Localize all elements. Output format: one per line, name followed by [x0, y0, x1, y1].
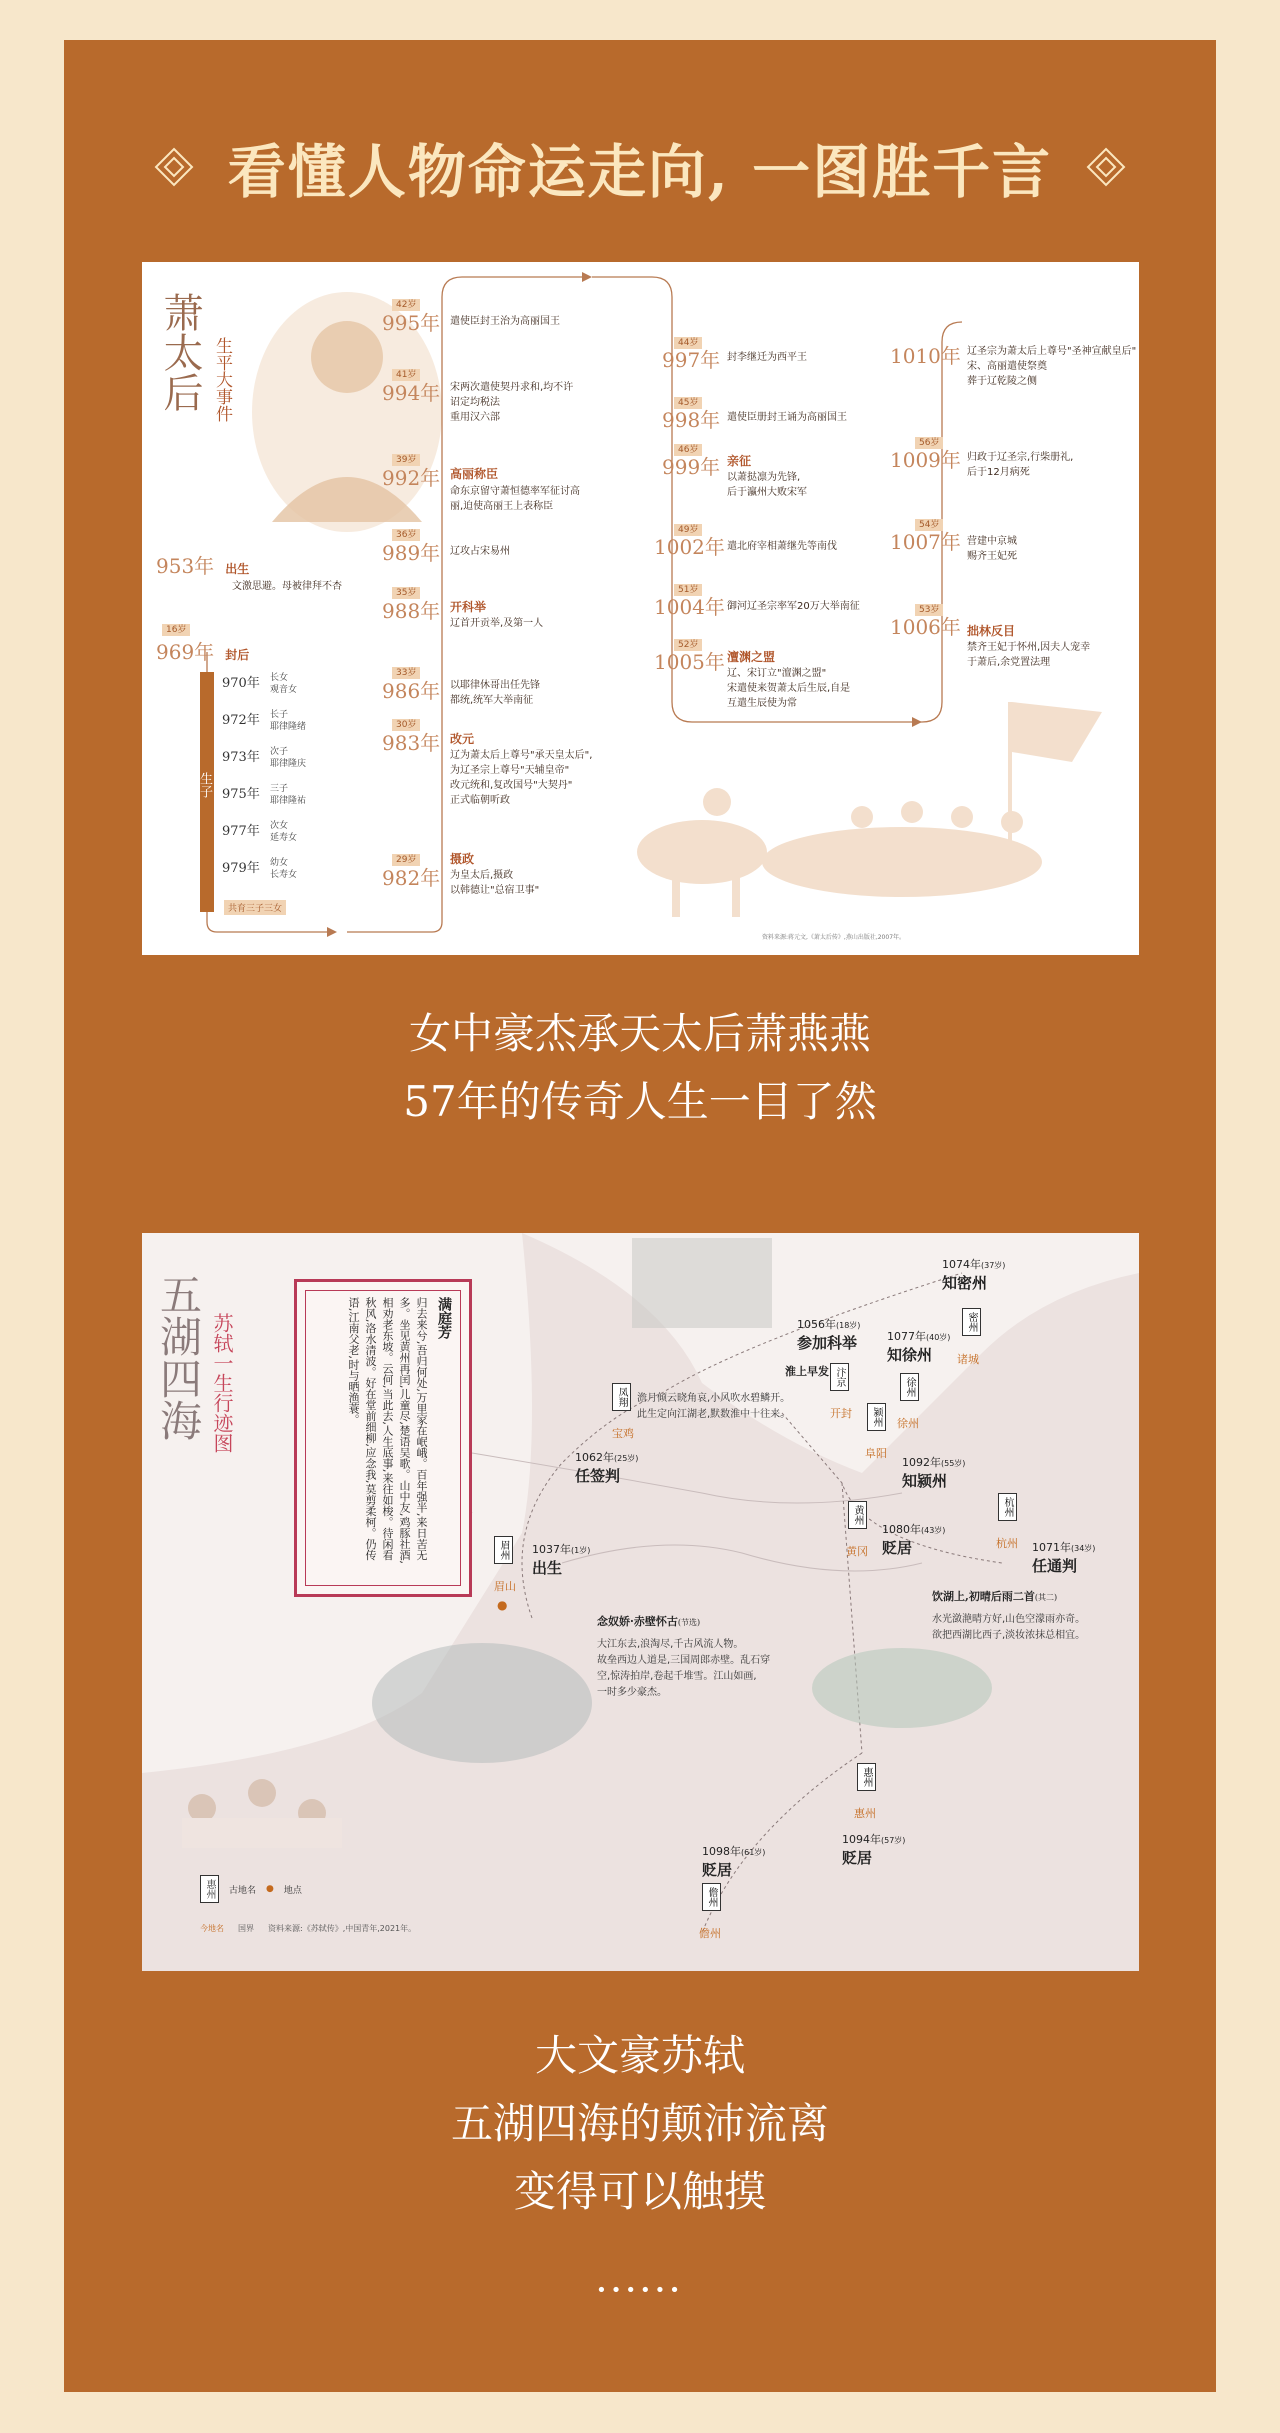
map-event-1092 [902, 1451, 965, 1491]
event-label: 知密州 [942, 1274, 988, 1292]
poem-title: 饮湖上,初晴后雨二首 [932, 1590, 1035, 1603]
child-row [222, 672, 362, 709]
event-age: 33岁 [392, 667, 420, 679]
event-age: (40岁) [926, 1333, 951, 1342]
timeline-subtitle: 生平大事件 [212, 337, 232, 422]
map-event-1074 [942, 1253, 1005, 1293]
event-year: 1098年 [702, 1845, 741, 1858]
event-age: (43岁) [921, 1526, 946, 1535]
event-age: (25岁) [614, 1454, 639, 1463]
event-year: 1037年 [532, 1543, 571, 1556]
event-year: 969年 [156, 640, 215, 664]
city-name: 阜阳 [865, 1447, 887, 1460]
event-text: 遣北府宰相萧继先等南伐 [727, 541, 837, 552]
timeline-card [142, 262, 1139, 955]
caption-2-line-3: 变得可以触摸 [513, 2167, 766, 2216]
poem-text: 水光潋滟晴方好,山色空濛雨亦奇。 欲把西湖比西子,淡妆浓抹总相宜。 [932, 1614, 1086, 1641]
event-title: 亲征 [727, 454, 752, 468]
child-row [222, 783, 362, 820]
map-title-small: 苏轼一生行迹图 [210, 1313, 234, 1453]
caption-2-line-2: 五湖四海的颠沛流离 [450, 2099, 829, 2148]
poem-title: 淮上早发 [785, 1365, 829, 1378]
event-year: 1007年 [890, 530, 961, 554]
child-note: 次子 耶律隆庆 [270, 747, 307, 769]
event-age: (61岁) [741, 1848, 766, 1857]
poem-note: (节选) [677, 1618, 701, 1627]
city-box: 儋州 [702, 1883, 721, 1911]
child-year: 973年 [222, 750, 260, 765]
event-text: 遣使臣封王治为高丽国王 [450, 316, 560, 327]
map-legend [200, 1875, 302, 1903]
poem-note: (其二) [1034, 1593, 1058, 1602]
event-label: 知徐州 [887, 1346, 933, 1364]
map-event-1077 [887, 1325, 950, 1365]
poem-text: 大江东去,浪淘尽,千古风流人物。 故垒西边人道是,三国周郎赤壁。乱石穿 空,惊涛拍岸,卷起千堆雪。江山如画, 一时多少豪杰。 [597, 1639, 771, 1698]
event-age: 35岁 [392, 587, 420, 599]
event-age: 39岁 [392, 454, 420, 466]
event-text: 命东京留守萧恒德率军征讨高 丽,迫使高丽王上表称臣 [450, 486, 580, 512]
poem-text: 归去来兮,吾归何处,万里家在岷峨。百年强半,来日苦无多。坐见黄州再闰,儿童尽,楚语吴歌。山中友,鸡豚社酒,相劝老东坡。云何,当此去,人生底事,来往如梭。待闲看秋风,洛水清波。好在堂前细柳,应念我,莫剪柔柯。仍传语,江南父老,时与晒渔蓑。 [347, 1297, 428, 1564]
city-name: 杭州 [996, 1537, 1018, 1550]
poem-frame [294, 1279, 472, 1597]
event-age: 54岁 [915, 519, 943, 531]
event-enthrone [162, 617, 190, 636]
event-text: 御河辽圣宗率军20万大举南征 [727, 601, 860, 612]
event-year: 1080年 [882, 1523, 921, 1536]
event-age: 29岁 [392, 854, 420, 866]
event-year: 1010年 [890, 344, 961, 368]
map-poem-3 [932, 1588, 1137, 1644]
legend-pin-label: 地点 [283, 1885, 302, 1896]
caption-2 [64, 2022, 1216, 2226]
city-box: 惠州 [857, 1763, 876, 1791]
event-label: 出生 [532, 1559, 563, 1577]
child-year: 979年 [222, 861, 260, 876]
diamond-ornament-right-icon [1084, 145, 1128, 189]
event-age: (57岁) [881, 1836, 906, 1845]
event-year: 1071年 [1032, 1541, 1071, 1554]
event-age: 41岁 [392, 369, 420, 381]
city-box: 凤翔 [612, 1383, 631, 1411]
event-title: 开科举 [450, 600, 487, 614]
event-text: 封李继迁为西平王 [727, 352, 807, 363]
event-year: 986年 [382, 679, 441, 703]
event-label: 贬居 [702, 1861, 733, 1879]
event-text: 营建中京城 赐齐王妃死 [967, 536, 1017, 562]
event-year: 997年 [662, 348, 721, 372]
event-age: 52岁 [674, 639, 702, 651]
event-title: 澶渊之盟 [727, 650, 776, 664]
person-name: 萧太后 [157, 292, 203, 412]
event-text: 归政于辽圣宗,行柴册礼, 后于12月病死 [967, 452, 1074, 478]
event-year: 982年 [382, 866, 441, 890]
event-text: 辽圣宗为萧太后上尊号"圣神宣献皇后" 宋、高丽遣使祭奠 葬于辽乾陵之侧 [967, 346, 1137, 387]
child-note: 长女 观音女 [270, 673, 298, 695]
map-card [142, 1233, 1139, 1971]
event-text: 以耶律休哥出任先锋 都统,统军大举南征 [450, 680, 540, 706]
city-name: 诸城 [957, 1353, 979, 1366]
event-text: 禁齐王妃于怀州,因夫人宠幸 于萧后,余党置法理 [967, 642, 1091, 668]
event-year: 998年 [662, 408, 721, 432]
child-year: 970年 [222, 676, 260, 691]
map-poem-2 [597, 1613, 837, 1701]
child-note: 三子 耶律隆祐 [270, 784, 307, 806]
pager-dots: •••••• [596, 2280, 684, 2301]
event-year: 1004年 [654, 595, 725, 619]
city-name: 眉山 [494, 1580, 516, 1593]
map-event-1071 [1032, 1536, 1095, 1576]
event-age: 16岁 [162, 624, 190, 636]
event-year: 1006年 [890, 615, 961, 639]
map-event-1094 [842, 1828, 905, 1868]
event-age: 30岁 [392, 719, 420, 731]
children-label: 生子 [197, 772, 212, 798]
caption-1-line-1: 女中豪杰承天太后萧燕燕 [408, 1009, 871, 1058]
city-box: 黄州 [848, 1501, 867, 1529]
map-event-1080 [882, 1518, 945, 1558]
event-year: 1092年 [902, 1456, 941, 1469]
event-year: 995年 [382, 311, 441, 335]
city-name: 徐州 [897, 1417, 919, 1430]
children-footnote: 共育三子三女 [224, 900, 286, 915]
event-year: 989年 [382, 541, 441, 565]
timeline-source: 资料来源:蒋元文,《萧太后传》,燕山出版社,2007年。 [762, 934, 906, 941]
event-text: 辽首开贡举,及第一人 [450, 618, 544, 629]
event-text: 宋两次遣使契丹求和,均不许 诏定均税法 重用汉六部 [450, 382, 574, 423]
poem-text: 澹月倾云晓角哀,小风吹水碧鳞开。 此生定向江湖老,默数淮中十往来。 [637, 1393, 791, 1420]
event-title: 改元 [450, 732, 475, 746]
event-text: 遣使臣册封王诵为高丽国王 [727, 412, 847, 423]
poem-title: 念奴娇·赤壁怀古 [597, 1615, 678, 1628]
child-row [222, 857, 362, 894]
event-age: 56岁 [915, 437, 943, 449]
event-age: (34岁) [1071, 1544, 1096, 1553]
map-event-1037 [532, 1538, 590, 1578]
children-list [222, 672, 362, 894]
event-label: 任签判 [575, 1467, 621, 1485]
event-year: 992年 [382, 466, 441, 490]
event-label: 参加科举 [797, 1334, 858, 1352]
event-age: 46岁 [674, 444, 702, 456]
event-age: 42岁 [392, 299, 420, 311]
child-note: 幼女 长寿女 [270, 858, 298, 880]
event-age: (55岁) [941, 1459, 966, 1468]
legend-line-label: 国界 [238, 1924, 254, 1933]
legend-pin-icon: ● [266, 1884, 274, 1894]
main-panel [64, 40, 1216, 2392]
event-year: 994年 [382, 381, 441, 405]
city-box: 眉州 [494, 1536, 513, 1564]
event-age: 53岁 [915, 604, 943, 616]
event-title: 高丽称臣 [450, 467, 499, 481]
event-year: 1005年 [654, 650, 725, 674]
event-year: 1074年 [942, 1258, 981, 1271]
diamond-ornament-left-icon [152, 145, 196, 189]
event-title: 摄政 [450, 852, 475, 866]
event-age: 45岁 [674, 397, 702, 409]
event-age: 44岁 [674, 337, 702, 349]
city-name: 黄冈 [846, 1545, 868, 1558]
event-label: 贬居 [842, 1849, 873, 1867]
child-note: 长子 耶律隆绪 [270, 710, 307, 732]
event-text: 为皇太后,摄政 以韩德让"总宿卫事" [450, 870, 540, 896]
event-year: 1077年 [887, 1330, 926, 1343]
child-row [222, 820, 362, 857]
event-age: 49岁 [674, 524, 702, 536]
event-year: 953年 [156, 554, 215, 578]
legend-box-label: 古地名 [229, 1885, 257, 1896]
child-year: 975年 [222, 787, 260, 802]
event-year: 983年 [382, 731, 441, 755]
legend-box: 惠州 [200, 1875, 219, 1903]
event-text: 以萧挞凛为先锋, 后于瀛州大败宋军 [727, 472, 807, 498]
poem-title: 满庭芳 [436, 1297, 452, 1339]
map-event-1056 [797, 1313, 860, 1353]
event-label: 任通判 [1032, 1557, 1078, 1575]
map-event-1098 [702, 1840, 765, 1880]
event-year: 988年 [382, 599, 441, 623]
caption-2-line-1: 大文豪苏轼 [534, 2031, 745, 2080]
child-year: 972年 [222, 713, 260, 728]
city-box: 密州 [962, 1308, 981, 1336]
legend-city-label: 今地名 [200, 1924, 224, 1933]
event-text: 辽、宋订立"澶渊之盟" 宋遣使来贺萧太后生辰,自是 互遣生辰使为常 [727, 668, 851, 709]
city-name: 开封 [830, 1407, 852, 1420]
city-box: 杭州 [998, 1493, 1017, 1521]
event-age: (37岁) [981, 1261, 1006, 1270]
location-pin-icon: ● [497, 1598, 508, 1612]
event-text: 辽攻占宋易州 [450, 546, 510, 557]
event-birth [156, 550, 342, 594]
event-year: 1094年 [842, 1833, 881, 1846]
event-year: 1062年 [575, 1451, 614, 1464]
event-age: (18岁) [836, 1321, 861, 1330]
child-year: 977年 [222, 824, 260, 839]
headline [64, 122, 1216, 212]
event-age: 51岁 [674, 584, 702, 596]
map-title-big: 五湖四海 [154, 1273, 203, 1441]
city-name: 宝鸡 [612, 1427, 634, 1440]
child-note: 次女 延寿女 [270, 821, 298, 843]
event-age: (1岁) [571, 1546, 591, 1555]
page-title: 看懂人物命运走向, 一图胜千言 [227, 138, 1053, 206]
city-box: 徐州 [900, 1373, 919, 1401]
event-text: 辽为萧太后上尊号"承天皇太后", 为辽圣宗上尊号"天辅皇帝" 改元统和,复改国号"大契丹" 正式临朝听政 [450, 750, 593, 806]
caption-1 [64, 1000, 1216, 1136]
event-year: 1009年 [890, 448, 961, 472]
event-year: 1002年 [654, 535, 725, 559]
city-name: 儋州 [699, 1927, 721, 1940]
map-source: 资料来源:《苏轼传》,中国青年,2021年。 [268, 1924, 417, 1933]
caption-1-line-2: 57年的传奇人生一目了然 [403, 1077, 877, 1126]
event-label: 知颍州 [902, 1472, 948, 1490]
map-poem-1 [637, 1363, 907, 1423]
map-legend-2 [200, 1923, 416, 1934]
event-year: 999年 [662, 455, 721, 479]
event-label: 贬居 [882, 1539, 913, 1557]
event-title: 封后 [225, 648, 250, 662]
city-name: 惠州 [854, 1807, 876, 1820]
event-title: 拙林反目 [967, 624, 1016, 638]
city-box: 汴京 [830, 1363, 849, 1391]
event-enthrone-row [156, 636, 249, 665]
child-row [222, 746, 362, 783]
event-year: 1056年 [797, 1318, 836, 1331]
map-event-1062 [575, 1446, 638, 1486]
city-box: 颍州 [867, 1403, 886, 1431]
child-row [222, 709, 362, 746]
event-age: 36岁 [392, 529, 420, 541]
event-text: 文激思避。母被律拜不杏 [232, 581, 342, 592]
event-title: 出生 [225, 562, 250, 576]
